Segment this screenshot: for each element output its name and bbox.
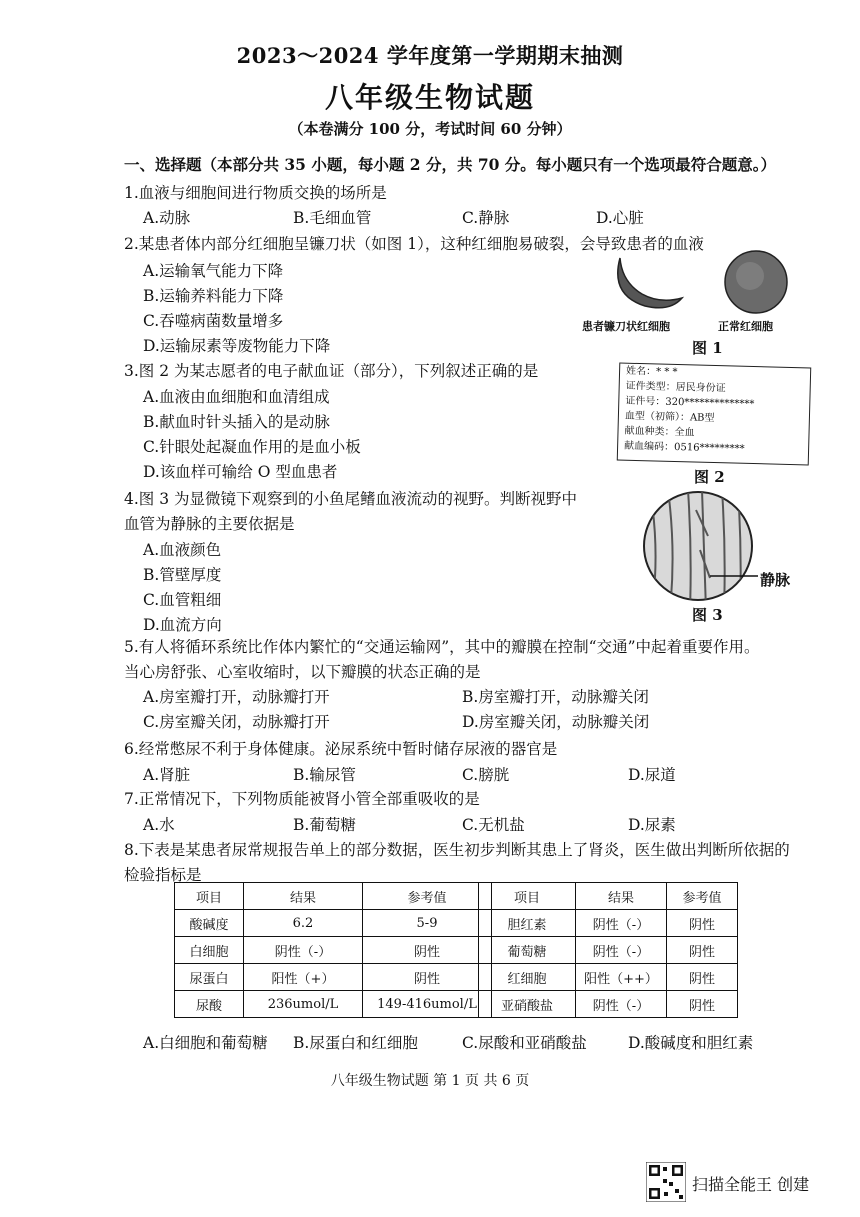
q6-option-d: D.尿道: [628, 766, 676, 784]
q4-option-a: A.血液颜色: [143, 541, 222, 559]
figure2-blood-donation-card: [617, 363, 811, 466]
q7-option-a: A.水: [143, 816, 175, 834]
card-blood-type: 血型（初筛）：AB型: [624, 410, 715, 425]
table-header-cell: 结果: [576, 883, 667, 910]
table-cell: 5-9: [363, 910, 492, 937]
urine-report-table-right: [478, 882, 738, 1018]
table-row: [175, 964, 492, 991]
q5-option-d: D.房室瓣关闭，动脉瓣关闭: [462, 713, 650, 731]
q3-stem: 3.图 2 为某志愿者的电子献血证（部分），下列叙述正确的是: [124, 362, 539, 380]
q1-stem: 1.血液与细胞间进行物质交换的场所是: [124, 184, 387, 202]
q7-option-c: C.无机盐: [462, 816, 525, 834]
table-cell: 阳性（++）: [576, 964, 667, 991]
table-cell: 阴性: [667, 910, 738, 937]
q3-option-a: A.血液由血细胞和血清组成: [143, 388, 330, 406]
q4-stem-line1: 4.图 3 为显微镜下观察到的小鱼尾鳍血液流动的视野。判断视野中: [124, 490, 578, 508]
q4-option-d: D.血流方向: [143, 616, 222, 634]
q8-option-b: B.尿蛋白和红细胞: [293, 1034, 418, 1052]
q2-option-b: B.运输养料能力下降: [143, 287, 284, 305]
q1-option-d: D.心脏: [596, 209, 644, 227]
card-donation-kind: 献血种类：全血: [624, 425, 695, 439]
q5-stem-line1: 5.有人将循环系统比作体内繁忙的“交通运输网”，其中的瓣膜在控制“交通”中起着重要作用。: [124, 638, 760, 656]
card-donation-code: 献血编码：0516*********: [623, 440, 745, 455]
table-header-cell: 参考值: [363, 883, 492, 910]
table-cell: 阴性: [667, 964, 738, 991]
table-cell: 阴性（-）: [576, 991, 667, 1018]
q6-option-c: C.膀胱: [462, 766, 510, 784]
q6-option-a: A.肾脏: [143, 766, 191, 784]
q4-option-b: B.管壁厚度: [143, 566, 222, 584]
table-header-row: [479, 883, 738, 910]
figure1-label-sickle: 患者镰刀状红细胞: [582, 320, 670, 333]
q6-option-b: B.输尿管: [293, 766, 356, 784]
table-cell: 尿酸: [175, 991, 244, 1018]
q5-option-c: C.房室瓣关闭，动脉瓣打开: [143, 713, 330, 731]
table-row: [175, 937, 492, 964]
q8-option-a: A.白细胞和葡萄糖: [143, 1034, 268, 1052]
table-cell: 亚硝酸盐: [479, 991, 576, 1018]
page-footer: 八年级生物试题 第 1 页 共 6 页: [330, 1073, 530, 1089]
figure3-vein-label: 静脉: [760, 571, 791, 589]
qr-code-icon: [646, 1162, 686, 1202]
table-cell: 阳性（+）: [244, 964, 363, 991]
urine-report-table-left: [174, 882, 492, 1018]
q8-option-d: D.酸碱度和胆红素: [628, 1034, 754, 1052]
figure3-caption: 图 3: [692, 606, 723, 624]
table-cell: 阴性（-）: [576, 910, 667, 937]
q2-stem: 2.某患者体内部分红细胞呈镰刀状（如图 1），这种红细胞易破裂，会导致患者的血液: [124, 235, 704, 253]
q5-stem-line2: 当心房舒张、心室收缩时，以下瓣膜的状态正确的是: [124, 663, 481, 681]
section-heading: 一、选择题（本部分共 35 小题，每小题 2 分，共 70 分。每小题只有一个选项最符合题意。）: [124, 155, 777, 174]
table-cell: 酸碱度: [175, 910, 244, 937]
q3-option-c: C.针眼处起凝血作用的是血小板: [143, 438, 361, 456]
table-cell: 阴性: [363, 964, 492, 991]
q2-option-d: D.运输尿素等废物能力下降: [143, 337, 331, 355]
table-cell: 胆红素: [479, 910, 576, 937]
table-cell: 阴性: [667, 937, 738, 964]
q3-option-d: D.该血样可输给 O 型血患者: [143, 463, 338, 481]
q8-stem-line2: 检验指标是: [124, 866, 202, 884]
figure1-label-normal: 正常红细胞: [718, 320, 773, 333]
q2-option-c: C.吞噬病菌数量增多: [143, 312, 284, 330]
card-id-type: 证件类型：居民身份证: [625, 380, 726, 395]
table-cell: 236umol/L: [244, 991, 363, 1018]
table-cell: 阴性: [363, 937, 492, 964]
table-cell: 6.2: [244, 910, 363, 937]
q3-option-b: B.献血时针头插入的是动脉: [143, 413, 330, 431]
table-cell: 尿蛋白: [175, 964, 244, 991]
q7-option-d: D.尿素: [628, 816, 676, 834]
table-cell: 149-416umol/L: [363, 991, 492, 1018]
q5-option-a: A.房室瓣打开，动脉瓣打开: [143, 688, 330, 706]
table-row: [175, 910, 492, 937]
q1-option-c: C.静脉: [462, 209, 510, 227]
q1-option-a: A.动脉: [143, 209, 191, 227]
figure2-caption: 图 2: [694, 468, 725, 486]
table-row: [479, 964, 738, 991]
q7-option-b: B.葡萄糖: [293, 816, 356, 834]
q4-option-c: C.血管粗细: [143, 591, 222, 609]
q2-option-a: A.运输氧气能力下降: [143, 262, 284, 280]
table-cell: 阴性（-）: [244, 937, 363, 964]
q4-stem-line2: 血管为静脉的主要依据是: [124, 515, 295, 533]
table-header-cell: 项目: [479, 883, 576, 910]
table-cell: 葡萄糖: [479, 937, 576, 964]
table-cell: 红细胞: [479, 964, 576, 991]
table-header-row: [175, 883, 492, 910]
figure1-cells: [600, 250, 810, 320]
table-header-cell: 项目: [175, 883, 244, 910]
table-row: [175, 991, 492, 1018]
sickle-cell-shape: [618, 258, 682, 308]
q5-option-b: B.房室瓣打开，动脉瓣关闭: [462, 688, 649, 706]
figure1-caption: 图 1: [692, 339, 723, 357]
q8-option-c: C.尿酸和亚硝酸盐: [462, 1034, 587, 1052]
table-cell: 白细胞: [175, 937, 244, 964]
table-header-cell: 结果: [244, 883, 363, 910]
table-cell: 阴性（-）: [576, 937, 667, 964]
table-header-cell: 参考值: [667, 883, 738, 910]
table-row: [479, 910, 738, 937]
q7-stem: 7.正常情况下，下列物质能被肾小管全部重吸收的是: [124, 790, 480, 808]
table-row: [479, 937, 738, 964]
q1-option-b: B.毛细血管: [293, 209, 372, 227]
table-cell: 阴性: [667, 991, 738, 1018]
scanner-watermark: 扫描全能王 创建: [692, 1175, 810, 1194]
card-id-number: 证件号：320**************: [625, 395, 755, 411]
figure3-microscope-view: [640, 490, 800, 610]
q8-stem-line1: 8.下表是某患者尿常规报告单上的部分数据，医生初步判断其患上了肾炎，医生做出判断所依据的: [124, 841, 790, 859]
exam-info: （本卷满分 100 分，考试时间 60 分钟）: [288, 120, 572, 138]
exam-term-title: 2023～2024 学年度第一学期期末抽测: [236, 43, 624, 68]
exam-subject-title: 八年级生物试题: [324, 81, 535, 114]
table-row: [479, 991, 738, 1018]
card-name: 姓名：* * *: [625, 365, 678, 379]
q6-stem: 6.经常憋尿不利于身体健康。泌尿系统中暂时储存尿液的器官是: [124, 740, 558, 758]
